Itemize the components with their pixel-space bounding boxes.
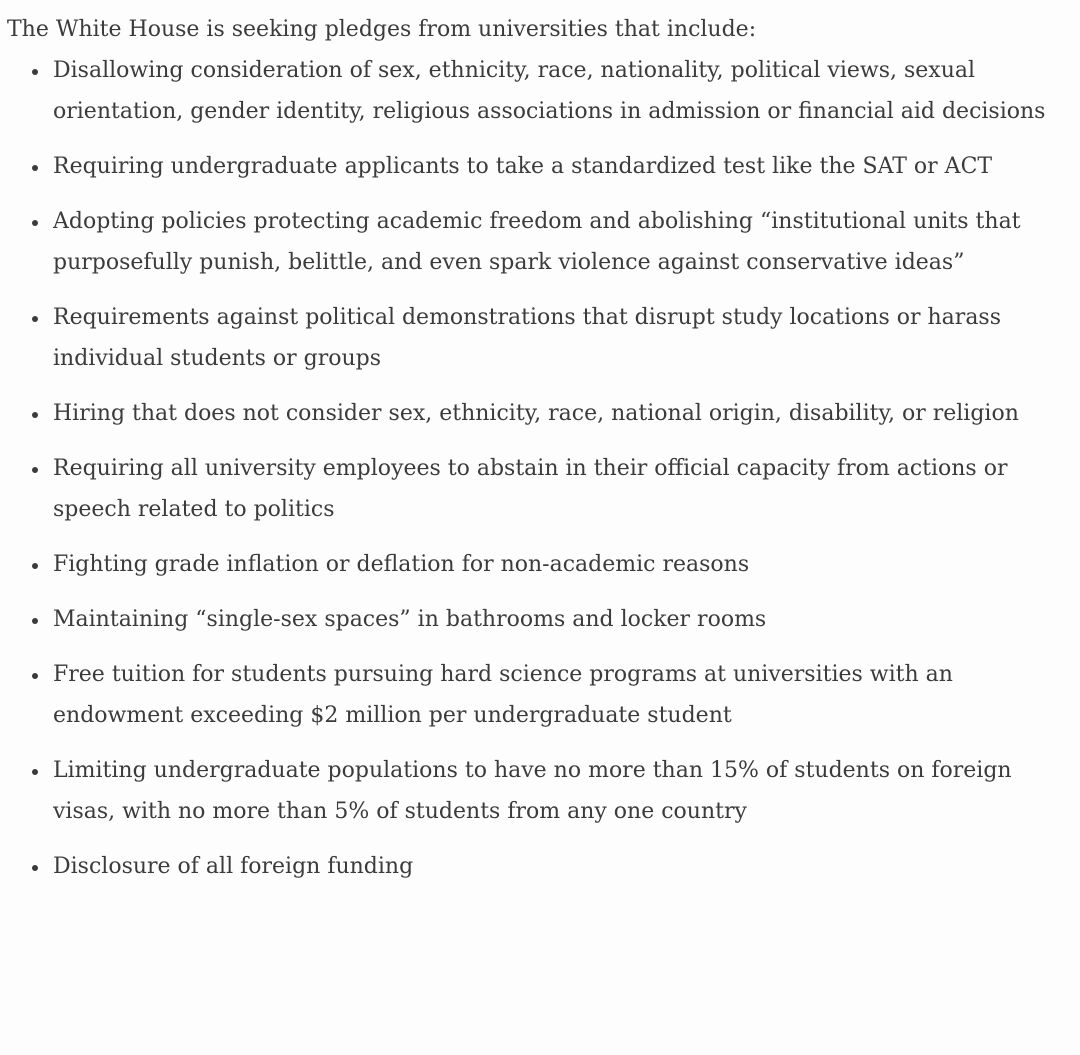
list-item: • Disclosure of all foreign funding — [50, 846, 1052, 887]
list-item: • Disallowing consideration of sex, ethnicity, race, nationality, political views, sexual orientation, gender identity, religious associations in admission or financial aid decisions — [50, 50, 1052, 132]
list-item: • Hiring that does not consider sex, ethnicity, race, national origin, disability, or religion — [50, 393, 1052, 434]
intro-text: The White House is seeking pledges from universities that include: — [7, 17, 757, 42]
list-item: • Limiting undergraduate populations to have no more than 15% of students on foreign visas, with no more than 5% of students from any one country — [50, 750, 1052, 832]
list-item: • Maintaining “single-sex spaces” in bathrooms and locker rooms — [50, 599, 1052, 640]
list-item: • Requirements against political demonstrations that disrupt study locations or harass individual students or groups — [50, 297, 1052, 379]
pledge-list — [7, 50, 1052, 887]
list-item: • Fighting grade inflation or deflation for non-academic reasons — [50, 544, 1052, 585]
list-item: • Adopting policies protecting academic freedom and abolishing “institutional units that purposefully punish, belittle, and even spark violence against conservative ideas” — [50, 201, 1052, 283]
list-item: • Requiring all university employees to abstain in their official capacity from actions or speech related to politics — [50, 448, 1052, 530]
list-item: • Free tuition for students pursuing hard science programs at universities with an endowment exceeding $2 million per undergraduate student — [50, 654, 1052, 736]
list-item: • Requiring undergraduate applicants to take a standardized test like the SAT or ACT — [50, 146, 1052, 187]
